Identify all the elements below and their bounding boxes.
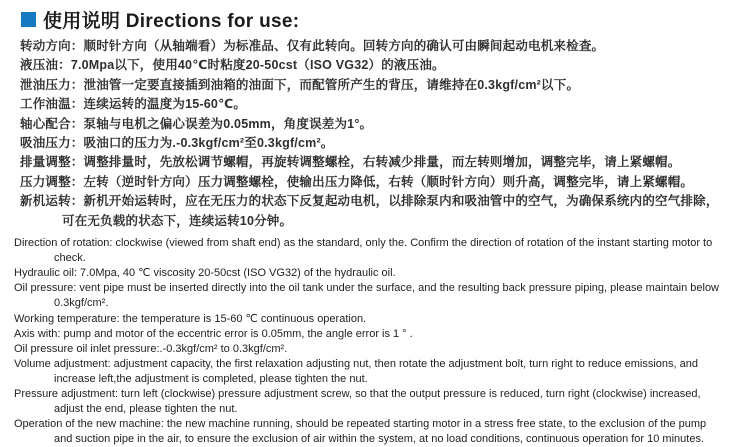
section-title [21,8,724,30]
instruction-text: 调整排量时，先放松调节螺帽，再旋转调整螺栓，右转减少排量，而左转则增加，调整完毕，请上紧螺帽。 [83,155,681,170]
instruction-en-working-temperature: Working temperature: the temperature is 15-60 ℃ continuous operation. [14,312,367,325]
chinese-instructions-list [20,37,722,231]
instruction-zh-working-temperature [20,95,722,114]
instruction-en-pressure-adjustment: Pressure adjustment: turn left (clockwise) pressure adjustment screw, so that the output pressure is reduced, turn right (clockwise) increased, adjust the end, please tighten the nut. [14,388,701,416]
instruction-label: 新机运转： [20,194,84,209]
instruction-text: 左转（逆时针方向）压力调整螺栓，使输出压力降低，右转（顺时针方向）则升高，调整完毕，请上紧螺帽。 [83,174,694,189]
instruction-label: 泄油压力： [20,77,84,92]
instruction-text: 连续运转的温度为15-60℃。 [83,97,247,112]
instruction-zh-pressure-adjustment [20,173,722,192]
instruction-text: 吸油口的压力为.-0.3kgf/cm²至0.3kgf/cm²。 [83,136,334,151]
instruction-en-rotation-direction: Direction of rotation: clockwise (viewed from shaft end) as the standard, only the. Confirm the direction of rotation of the instant starting motor to check. [14,237,713,265]
instruction-text: 顺时针方向（从轴端看）为标准品、仅有此转向。回转方向的确认可由瞬间起动电机来检查。 [83,39,605,53]
instruction-text: 泄油管一定要直接插到油箱的油面下，而配管所产生的背压，请维持在0.3kgf/cm²以下。 [83,77,580,92]
instruction-text: 新机开始运转时，应在无压力的状态下反复起动电机，以排除泵内和吸油管中的空气，为确保系统内的空气排除，可在无负载的状态下，连续运转10分钟。 [62,194,719,228]
instruction-zh-drain-pressure [20,76,722,95]
instruction-zh-hydraulic-oil [20,56,722,75]
instruction-label: 压力调整： [20,174,84,189]
instruction-zh-volume-adjustment [20,153,722,172]
instruction-en-new-machine-operation: Operation of the new machine: the new machine running, should be repeated starting motor in a stress free state, to the exclusion of the pump and suction pipe in the air, to ensure the exclusion of air within the system, at no load conditions, continuous operation for 10 minutes. [14,418,707,446]
instruction-en-axis-alignment: Axis with: pump and motor of the eccentric error is 0.05mm, the angle error is 1 ° . [14,327,413,340]
instruction-en-inlet-pressure: Oil pressure oil inlet pressure:.-0.3kgf/cm² to 0.3kgf/cm². [14,342,288,355]
instruction-en-hydraulic-oil: Hydraulic oil: 7.0Mpa, 40 ℃ viscosity 20-50cst (ISO VG32) of the hydraulic oil. [14,267,396,280]
english-instructions-list [14,236,724,447]
instruction-label: 排量调整： [20,155,84,170]
instruction-zh-new-machine-operation [20,192,722,231]
instruction-label: 轴心配合： [20,116,84,131]
blue-square-bullet-icon [21,12,36,27]
instruction-zh-suction-pressure [20,134,722,153]
instruction-en-oil-pressure: Oil pressure: vent pipe must be inserted directly into the oil tank under the surface, and the resulting back pressure piping, please maintain below 0.3kgf/cm². [14,282,720,310]
instruction-label: 转动方向： [20,39,84,53]
instruction-text: 泵轴与电机之偏心误差为0.05mm，角度误差为1°。 [83,116,373,131]
instruction-label: 吸油压力： [20,136,84,151]
instruction-text: 7.0Mpa以下，使用40℃时粘度20-50cst（ISO VG32）的液压油。 [70,58,445,73]
instruction-label: 工作油温： [20,97,84,112]
instruction-zh-rotation-direction [20,37,722,56]
instruction-zh-axis-alignment [20,115,722,134]
section-title-text: 使用说明 Directions for use: [43,10,300,32]
instruction-label: 液压油： [20,58,71,73]
instruction-en-volume-adjustment: Volume adjustment: adjustment capacity, the first relaxation adjusting nut, then rotate the adjustment bolt, turn right to reduce emissions, and increase left,the adjustment is completed, please tighten the nut. [14,357,699,385]
